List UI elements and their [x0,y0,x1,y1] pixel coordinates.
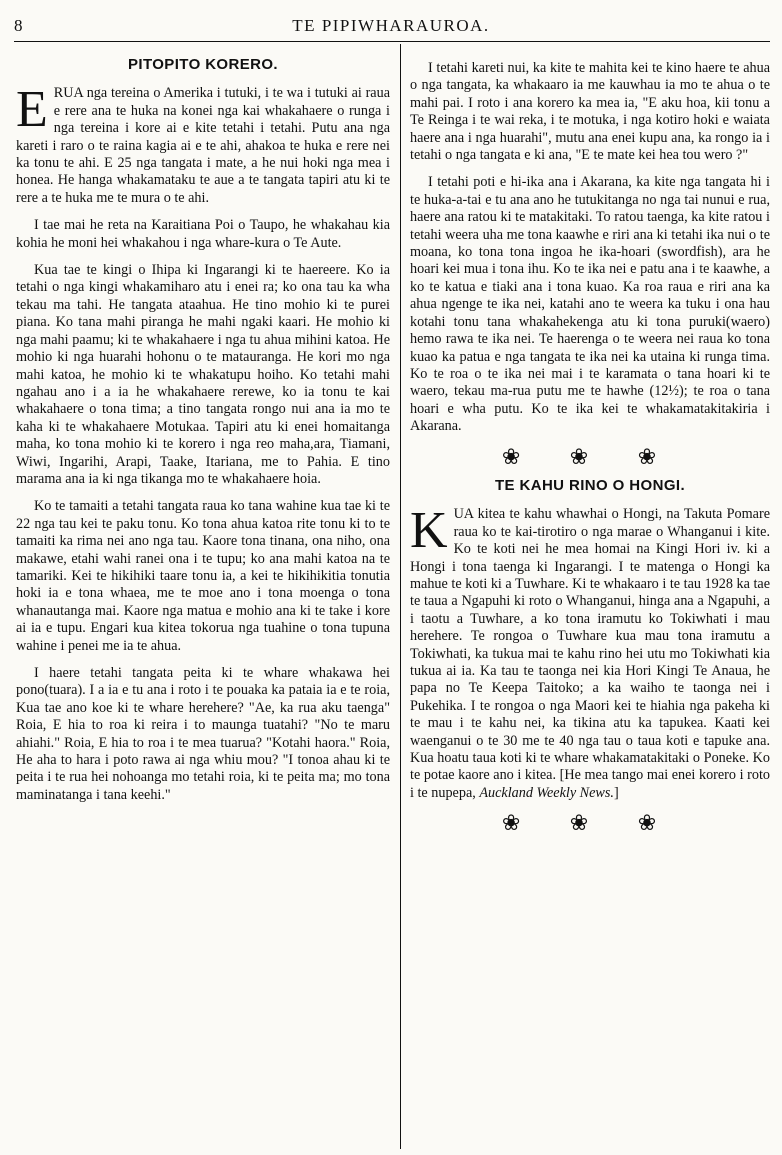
ornament-divider [410,810,770,836]
page-number: 8 [14,16,23,35]
section-title-pitopito-korero: PITOPITO KORERO. [127,56,279,73]
paragraph-tangata-peita: I haere tetahi tangata peita ki te whare whakawa hei pono(tuara). I a ia e tu ana i roto i te pouaka ka pataia ia e te roia, Kua tae ano koe ki te whare herehere? "Ae, ka rua aku taenga" Roia, E hia to roa ki reira i to maunga tuatahi? "No te maru ahiahi." Roia, E hia to roa i te mea tuarua? "Kotahi haora." Roia, He aha to hara i poto rawa ai nga whiu mou? "I tonoa ahau ki te peita i te rua hei nohoanga mo tetahi roia, ki te peita ma; mo tona maminatanga i tana keehi." [16,665,390,803]
paragraph-text: UA kitea te kahu whawhai o Hongi, na Takuta Pomare raua ko te kai-tirotiro o nga marae o Whanganui i kite. Ko te koti nei he mea homai na Kingi Hori iv. ki a Hongi i tona taenga ki Ingarangi. I te matenga o Hongi ka mahue te koti ki a Tuwhare. Ki te whakaaro i te tau 1928 ka tae te taua a Ngapuhi ki roto o Whanganui, hinga ana a Ngapuhi, a i taotu a Tuwhare, a ko tona iramutu ko Tokiwhati i mau herehere. Te rongoa o Tuwhare kua mau tona iramutu a Tokiwhati, ka tukua mai te kahu rino hei utu mo Tokiwhati kia tukua ai ia. Ka tau te taonga nei kia Hori Kingi Te Anaua, he papa no Te Keepa Taitoko; a ka waiho te taonga nei i Pukehika. I te rongoa o nga Maori kei te hiahia nga pakeha ki te mau i te kahu nei, ka tikina atu ka tapukea. Kaati kei waenganui o te 30 me te 40 nga tau o taua koti e tapuke ana. Kua hoatu taua koti ki te whare whakamatakitaki o Poneke. Ko te potae kaore ano i kitea. [410,506,770,784]
flower-ornament-icon: ❀ ❀ ❀ [501,810,679,836]
paragraph-weera: I tetahi poti e hi-ika ana i Akarana, ka kite nga tangata hi i te huka-a-tai e tu ana ano he tutukitanga no nga tai nunui e rua, haere ana ratou ki te matakitaki. To ratou taenga, ka kite ratou i tetahi weera uha me tona kaawhe e riri ana ki tetahi ika nui o te moana, ko tona tona ingoa he ika-hoari (swordfish), ara he hoari kei mua i tona ihu. Ko te ika nei e patu ana i te kaawhe, a ko te katua e tiaki ana i tona kuao. Ka roa raua e riri ana ka ahua ngenge te ika nei, katahi ano te weera ka tuku i ona hau kotahi tonu tana whakahekenga atu ki tona puruki(waero) hemo rawa te ika nei. Te haerenga o te weera nei raua ko tona kuao ka patua e nga tangata te ika nei ka utaina ki runga tima. Ko te roa o te ika nei mai i te karamata o tana hoari ki te waero, tekau ma-rua putu me te hawhe (12½); te roa o tana hoari e wha putu. Ko te ika kei te whakamatakitakiria i Akarana. [410,174,770,435]
paragraph-reta: I tae mai he reta na Karaitiana Poi o Taupo, he whakahau kia kohia he moni hei whakahou i nga whare-kura o Te Aute. [16,217,390,251]
citation-open: [He mea tango mai enei korero i roto i te nupepa, [410,767,770,801]
citation-close: ] [613,784,619,801]
drop-cap: K [410,502,448,560]
paragraph-kahu-rino [410,502,770,802]
column-divider [400,44,401,1149]
citation-source: Auckland Weekly News. [479,784,614,801]
paragraph-tamaiti: Ko te tamaiti a tetahi tangata raua ko tana wahine kua tae ki te 22 nga tau kei te paku tonu. Ko tona ahua katoa rite tonu ki to te tamaiti ka rima nei ano nga tau. Kaore tona tinana, ona niho, ona makawe, etahi wahi ranei ona i te tupu; ko ana mahi katoa na te tamariki. Kei te hikihiki taare tonu ia, a kei te hikihikitia tonutia hoki ia e tona whaea, me te moe ano i tona moenga o tona whanautanga mai. Kaore nga matua e mohio ana ki te take i kore ai ia e tupu. Engari kua kitea tokorua nga tuahine o tona tupuna wahine i penei me ia te ahua. [16,498,390,654]
ornament-divider [410,443,770,469]
section-title-kahu-rino: TE KAHU RINO O HONGI. [494,476,686,494]
running-title: TE PIPIWHARAUROA. [292,16,490,35]
drop-cap: E [16,81,48,139]
paragraph-kareti: I tetahi kareti nui, ka kite te mahita kei te kino haere te ahua o nga tangata, ka whakaaro ia me kauwhau ia mo te ahua o te mahi pai. I roto i ana korero ka mea ia, "E aku hoa, kii tonu a Te Reinga i te wai reka, i te motuka, i nga kotiro hoki e waiata haere ana i nga huarahi", mutu ana enei kupu ana, ka rongo ia i tetahi o nga tangata e ki ana, "E te mate kei hea tou wero ?" [410,60,770,164]
running-head [0,16,782,40]
paragraph-text: RUA nga tereina o Amerika i tutuki, i te wa i tutuki ai raua e rere ana te huka na konei nga kai whakahaere o runga i nga tereina i kore ai e kite tetahi i tetahi. Putu ana nga kareti i raro o te raina kagia ai e te ahi, ahakoa te huka e rere nei ka tonu te ahi. E 25 nga tangata i mate, a he nui hoki nga mea i honea. He hanga whakamataku te aue a te tangata tapiri atu ki te rere a te huka me te mura o te ahi. [16,85,390,206]
header-rule [14,41,770,42]
paragraph-tereina [16,81,390,207]
left-column [16,56,390,1151]
right-column [410,60,770,1155]
flower-ornament-icon: ❀ ❀ ❀ [501,443,679,469]
paragraph-kingi-ihipa: Kua tae te kingi o Ihipa ki Ingarangi ki te haereere. Ko ia tetahi o nga kingi whakamiharo atu i enei ra; ko ona tau ka wha tekau ma tahi. He tangata ataahua. He tino mohio ki te purei piana. Ko tana mahi piranga he mahi ngaki kaari. He mohio ki nga mahi paamu; ki te whakahaere i nga tu ahua mihini katoa. He mohio ki nga huarahi hohonu o te matauranga. He kori mo nga mahi katoa, he mohio ki te whakatupu hoiho. Ko tetahi mahi ngahau ano i a ia he whakahaere rerewe, ko ia tonu te kai whakahaere o tona tima; a tino tangata rongo nui ana ia mo te kaha ki te whakahaere Motukaa. Tapiri atu ki enei homaitanga maha, ko tona mohio ki te korero i nga reo maha,ara, Tiamani, Wiwi, Ingarihi, Arapi, Taake, Itariana, me to Pahia. E tino marama ana ia ki nga tikanga mo te whakahaere hoia. [16,262,390,487]
